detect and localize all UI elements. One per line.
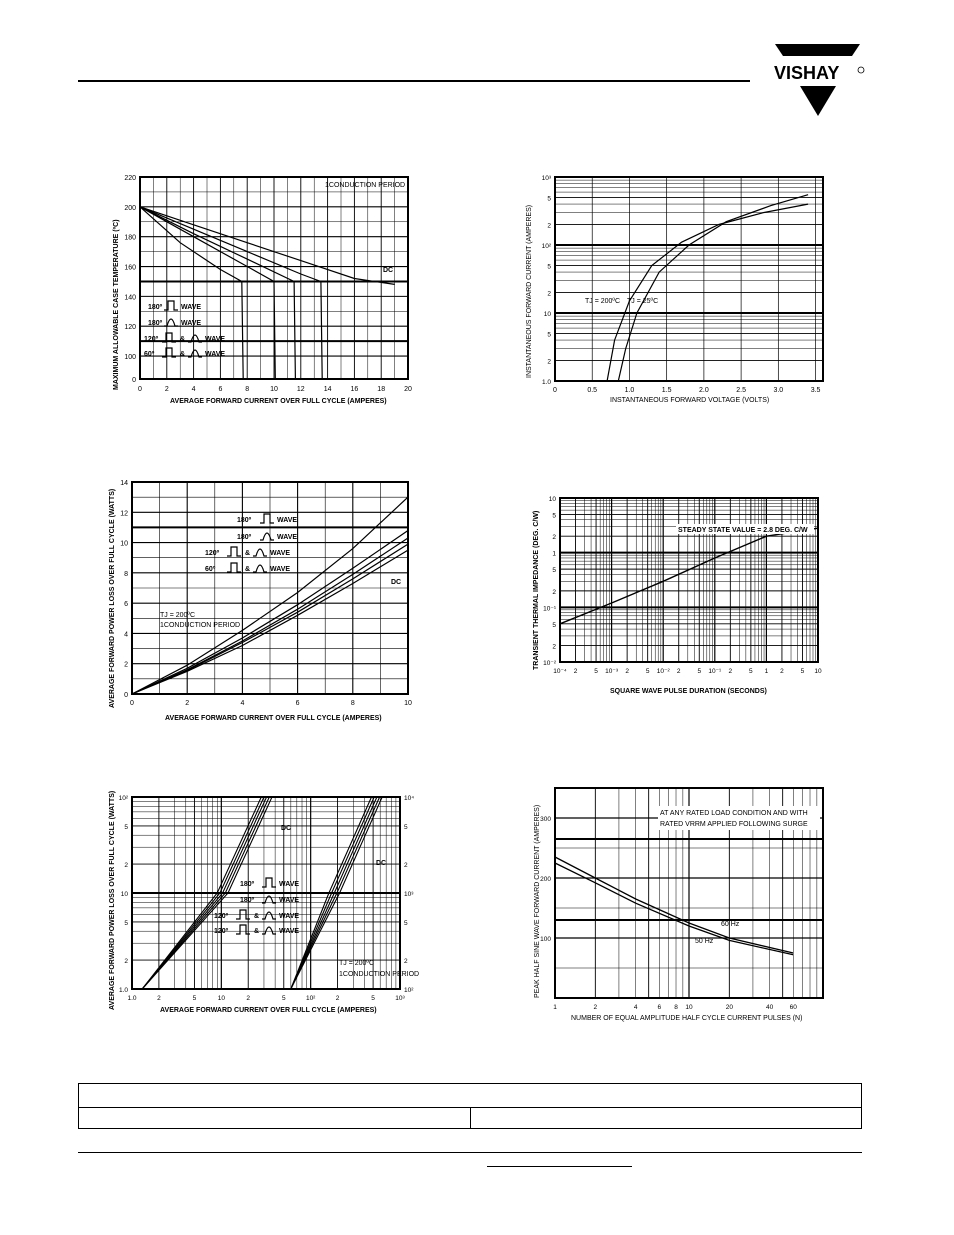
conduction-annotation: 1CONDUCTION PERIOD xyxy=(160,622,241,629)
x-tick-label: 16 xyxy=(350,386,359,393)
x-tick-label: 0 xyxy=(130,700,134,707)
y-tick-label: 5 xyxy=(547,331,551,339)
legend-label: WAVE xyxy=(279,881,300,888)
y-tick-label: 2 xyxy=(124,661,128,669)
x-tick-label: 0 xyxy=(553,387,557,394)
y-tick-label: 10⁻¹ xyxy=(543,605,556,613)
legend-label: WAVE xyxy=(205,351,226,358)
legend-angle: 60º xyxy=(144,351,155,358)
y-tick-label: 5 xyxy=(547,263,551,271)
y-tick-label: 2 xyxy=(547,358,551,366)
y-tick-label: 4 xyxy=(124,631,128,639)
y-tick-label: 2 xyxy=(547,222,551,230)
x-tick-label: 10 xyxy=(404,700,412,707)
square-wave-icon xyxy=(227,563,241,572)
sine-wave-icon xyxy=(253,549,267,556)
x-tick-label: 5 xyxy=(594,668,598,675)
x-tick-label: 10 xyxy=(814,668,822,675)
y-tick-label: 2 xyxy=(552,643,556,651)
dc-label-2: DC xyxy=(376,860,387,867)
y-axis-label: AVERAGE FORWARD POWER LOSS OVER FULL CYCLE (WATTS) xyxy=(109,488,116,708)
y-tick-label: 5 xyxy=(552,512,556,520)
steady-state-annotation: STEADY STATE VALUE = 2.8 DEG. C/W xyxy=(678,527,808,534)
y-tick-label: 8 xyxy=(124,570,128,578)
x-tick-label: 6 xyxy=(218,386,223,393)
right-y-tick-label: 10² xyxy=(404,987,414,994)
series-line xyxy=(560,528,818,624)
legend-item xyxy=(260,514,297,524)
x-axis-label: AVERAGE FORWARD CURRENT OVER FULL CYCLE (AMPERES) xyxy=(170,398,387,405)
tj-annotation: TJ = 200ºC xyxy=(339,960,375,967)
x-tick-label: 8 xyxy=(674,1004,678,1011)
x-tick-label: 5 xyxy=(800,668,805,675)
y-tick-label: 5 xyxy=(547,195,551,203)
x-tick-label: 10² xyxy=(305,995,316,1002)
x-tick-label: 8 xyxy=(245,386,250,393)
x-tick-label: 18 xyxy=(377,386,386,393)
x-axis-label: AVERAGE FORWARD CURRENT OVER FULL CYCLE (AMPERES) xyxy=(165,715,382,722)
y-tick-label: 10 xyxy=(120,540,128,548)
x-tick-label: 10³ xyxy=(395,995,405,1002)
legend-label: WAVE xyxy=(270,550,291,557)
y-axis-label: AVERAGE FORWARD POWER LOSS OVER FULL CYCLE (WATTS) xyxy=(109,790,116,1010)
y-tick-label: 6 xyxy=(124,601,128,609)
series-line xyxy=(140,207,395,285)
legend-item xyxy=(253,549,290,557)
y-tick-label: 5 xyxy=(124,919,128,927)
legend-label: WAVE xyxy=(205,336,226,343)
legend-angle: 180º xyxy=(148,320,163,327)
vishay-logo xyxy=(770,40,866,120)
header-rule xyxy=(78,80,750,82)
y-tick-label: 10 xyxy=(548,496,556,503)
legend-item xyxy=(253,565,290,573)
x-tick-label: 2 xyxy=(164,386,169,393)
legend-angle: 180º xyxy=(237,517,252,524)
legend-square-icon xyxy=(227,563,241,572)
logo-text: VISHAY xyxy=(774,63,840,83)
y-tick-label: 1.0 xyxy=(541,379,551,386)
y-tick-label: 10² xyxy=(118,795,128,802)
legend-angle: 60º xyxy=(205,566,216,573)
legend-amp: & xyxy=(245,566,251,573)
x-tick-label: 3.5 xyxy=(810,387,821,394)
series-line xyxy=(555,863,793,955)
legend-label: WAVE xyxy=(277,517,298,524)
legend-item xyxy=(262,912,299,920)
legend-label: WAVE xyxy=(279,928,300,935)
tj-annotation: TJ = 200ºC xyxy=(160,612,196,619)
square-wave-icon xyxy=(260,514,274,523)
x-tick-label: 2 xyxy=(728,668,733,675)
legend-angle: 180º xyxy=(148,304,163,311)
chart-surge-current xyxy=(525,780,835,1025)
x-tick-label: 6 xyxy=(657,1004,662,1011)
legend-label: WAVE xyxy=(270,566,291,573)
chart-power-loss-svg xyxy=(105,470,425,730)
footer-table-cell-left xyxy=(79,1108,471,1129)
x-tick-label: 2 xyxy=(676,668,681,675)
sine-wave-icon xyxy=(253,565,267,572)
x-tick-label: 2 xyxy=(185,700,190,707)
sine-wave-icon xyxy=(164,319,178,326)
right-y-tick-label: 5 xyxy=(404,823,408,831)
x-tick-label: 3.0 xyxy=(773,387,784,394)
x-axis-label: AVERAGE FORWARD CURRENT OVER FULL CYCLE (AMPERES) xyxy=(160,1007,377,1014)
x-tick-label: 10 xyxy=(217,995,225,1002)
y-tick-label: 220 xyxy=(124,175,136,182)
legend-amp: & xyxy=(254,913,260,920)
chart-thermal-impedance xyxy=(520,490,830,700)
right-y-tick-label: 2 xyxy=(404,862,408,870)
legend-label: WAVE xyxy=(277,534,298,541)
y-axis-label: INSTANTANEOUS FORWARD CURRENT (AMPERES) xyxy=(526,204,533,378)
legend-angle: 180º xyxy=(240,897,255,904)
legend-amp: & xyxy=(245,550,251,557)
y-tick-label: 5 xyxy=(124,823,128,831)
legend-angle: 120º xyxy=(144,336,159,343)
y-tick-label: 1.0 xyxy=(118,987,128,994)
legend-square-icon xyxy=(227,547,241,556)
annotation: 1CONDUCTION PERIOD xyxy=(325,182,406,189)
x-tick-label: 2 xyxy=(573,668,578,675)
x-tick-label: 60 xyxy=(789,1004,797,1011)
x-tick-label: 2.5 xyxy=(736,387,746,394)
legend-angle: 120º xyxy=(214,913,229,920)
series-line xyxy=(618,195,808,381)
footer-table-header-row xyxy=(79,1084,861,1108)
legend-amp: & xyxy=(180,336,186,343)
y-tick-label: 0 xyxy=(124,692,128,699)
chart-forward-voltage-svg xyxy=(520,170,830,410)
y-tick-label: 10 xyxy=(120,891,128,898)
x-axis-label: NUMBER OF EQUAL AMPLITUDE HALF CYCLE CURRENT PULSES (N) xyxy=(571,1015,803,1022)
right-y-tick-label: 5 xyxy=(404,919,408,927)
y-tick-label: 2 xyxy=(124,862,128,870)
y-tick-label: 14 xyxy=(120,480,128,487)
x-tick-label: 14 xyxy=(323,386,332,393)
annotation-line-2: RATED VRRM APPLIED FOLLOWING SURGE xyxy=(660,821,808,828)
legend-angle: 180º xyxy=(237,534,252,541)
legend-item xyxy=(260,533,297,541)
legend-amp: & xyxy=(254,928,260,935)
chart-power-loss-log-svg xyxy=(105,785,425,1025)
x-tick-label: 1.0 xyxy=(127,995,137,1002)
x-axis-label: INSTANTANEOUS FORWARD VOLTAGE (VOLTS) xyxy=(610,397,770,404)
x-tick-label: 10⁻² xyxy=(656,668,670,675)
x-tick-label: 2 xyxy=(780,668,784,675)
legend-angle: 120º xyxy=(205,550,220,557)
legend-label: WAVE xyxy=(181,320,202,327)
chart-thermal-impedance-svg xyxy=(520,490,830,700)
x-tick-label: 10 xyxy=(270,386,278,393)
chart-case-temperature xyxy=(110,170,420,410)
annotation-line-1: AT ANY RATED LOAD CONDITION AND WITH xyxy=(660,810,808,817)
legend-50hz: 50 Hz xyxy=(695,938,714,945)
legend-label: WAVE xyxy=(279,897,300,904)
chart-power-loss xyxy=(105,470,425,730)
x-tick-label: 4 xyxy=(633,1004,638,1011)
y-tick-label: 160 xyxy=(124,264,136,272)
x-tick-label: 2 xyxy=(593,1004,598,1011)
y-tick-label: 2 xyxy=(124,958,128,966)
x-tick-label: 12 xyxy=(296,386,305,393)
x-axis-label: SQUARE WAVE PULSE DURATION (SECONDS) xyxy=(610,688,767,695)
x-tick-label: 5 xyxy=(645,668,650,675)
y-axis-label: MAXIMUM ALLOWABLE CASE TEMPERATURE (ºC) xyxy=(113,219,120,390)
x-tick-label: 5 xyxy=(697,668,702,675)
square-wave-icon xyxy=(164,301,178,310)
x-tick-label: 10 xyxy=(685,1004,693,1011)
legend-200c: TJ = 200ºC xyxy=(585,298,621,305)
y-tick-label: 2 xyxy=(547,290,551,298)
x-tick-label: 4 xyxy=(240,700,245,707)
y-tick-label: 1 xyxy=(552,550,556,558)
footer-rule xyxy=(78,1152,862,1153)
dc-label: DC xyxy=(281,825,292,832)
legend-angle: 180º xyxy=(240,881,255,888)
x-tick-label: 1 xyxy=(764,668,769,675)
x-tick-label: 40 xyxy=(766,1004,774,1011)
x-tick-label: 2.0 xyxy=(699,387,709,394)
right-y-tick-label: 10⁴ xyxy=(404,795,415,802)
y-tick-label: 10 xyxy=(543,311,551,318)
x-tick-label: 1.5 xyxy=(661,387,672,394)
legend-amp: & xyxy=(180,351,186,358)
y-tick-label: 10² xyxy=(541,243,551,250)
x-tick-label: 6 xyxy=(295,700,300,707)
y-tick-label: 200 xyxy=(540,876,551,883)
footer-link-underline xyxy=(487,1166,632,1167)
x-tick-label: 20 xyxy=(725,1004,733,1011)
x-tick-label: 4 xyxy=(191,386,196,393)
x-tick-label: 5 xyxy=(371,995,375,1002)
y-tick-label: 200 xyxy=(124,204,136,212)
square-wave-icon xyxy=(227,547,241,556)
x-tick-label: 0.5 xyxy=(587,387,598,394)
x-tick-label: 5 xyxy=(281,995,286,1002)
legend-item xyxy=(262,896,299,904)
chart-power-loss-log xyxy=(105,785,425,1025)
y-tick-label: 2 xyxy=(552,588,556,596)
y-tick-label: 180 xyxy=(124,234,136,242)
y-tick-label: 5 xyxy=(552,621,556,629)
x-tick-label: 2 xyxy=(335,995,340,1002)
y-tick-label: 10³ xyxy=(541,175,551,182)
x-tick-label: 5 xyxy=(192,995,197,1002)
y-axis-label: PEAK HALF SINE WAVE FORWARD CURRENT (AMPERES) xyxy=(534,804,541,998)
y-tick-label: 140 xyxy=(124,294,136,302)
chart-forward-voltage xyxy=(520,170,830,410)
y-tick-label: 5 xyxy=(552,567,556,575)
x-tick-label: 10⁻⁴ xyxy=(553,668,567,675)
legend-item xyxy=(262,878,299,888)
x-tick-label: 20 xyxy=(404,386,412,393)
y-axis-label: TRANSIENT THERMAL IMPEDANCE (DEG. C/W) xyxy=(533,510,540,670)
chart-surge-current-svg xyxy=(525,780,835,1025)
x-tick-label: 2 xyxy=(246,995,251,1002)
x-tick-label: 1.0 xyxy=(624,387,635,394)
x-tick-label: 8 xyxy=(350,700,355,707)
legend-item xyxy=(164,301,201,311)
right-y-tick-label: 2 xyxy=(404,958,408,966)
sine-wave-icon xyxy=(260,533,274,540)
legend-angle: 120º xyxy=(214,928,229,935)
footer-table xyxy=(78,1083,862,1129)
legend-label: WAVE xyxy=(181,304,202,311)
x-tick-label: 5 xyxy=(749,668,753,675)
x-tick-label: 2 xyxy=(625,668,629,675)
legend-60hz: 60 Hz xyxy=(721,921,740,928)
dc-label: DC xyxy=(383,267,394,274)
x-tick-label: 0 xyxy=(138,386,142,393)
x-tick-label: 10⁻¹ xyxy=(708,668,722,675)
y-tick-label: 120 xyxy=(124,324,136,332)
right-y-tick-label: 10³ xyxy=(404,891,414,898)
conduction-annotation: 1CONDUCTION PERIOD xyxy=(339,971,420,978)
legend-label: WAVE xyxy=(279,913,300,920)
dc-label: DC xyxy=(391,579,402,586)
y-tick-label: 0 xyxy=(132,377,136,384)
legend-25c: TJ = 25ºC xyxy=(627,298,659,305)
y-tick-label: 100 xyxy=(124,354,136,362)
chart-case-temperature-svg xyxy=(110,170,420,410)
x-tick-label: 1 xyxy=(553,1004,557,1011)
y-tick-label: 10⁻² xyxy=(543,660,556,667)
y-tick-label: 12 xyxy=(120,510,128,518)
y-tick-label: 2 xyxy=(552,534,556,542)
y-tick-label: 100 xyxy=(540,936,551,943)
x-tick-label: 10⁻³ xyxy=(605,668,619,675)
y-tick-label: 300 xyxy=(540,816,551,823)
x-tick-label: 2 xyxy=(157,995,161,1002)
